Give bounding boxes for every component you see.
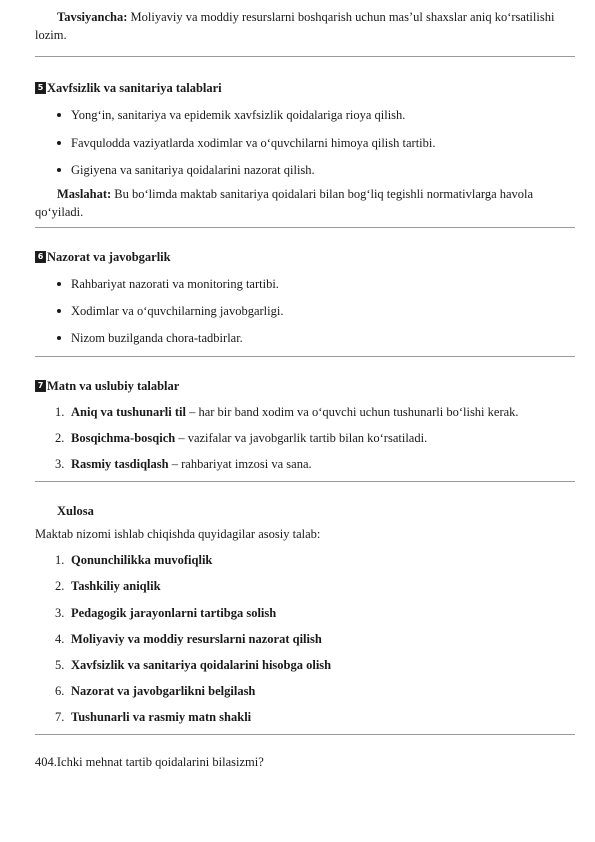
list-item-text: Gigiyena va sanitariya qoidalarini nazorat qilish. bbox=[71, 162, 315, 177]
list-item bbox=[35, 275, 575, 293]
bullet-icon bbox=[57, 309, 61, 313]
list-item bbox=[35, 161, 575, 179]
advice-label: Maslahat: bbox=[57, 186, 112, 201]
list-item bbox=[35, 708, 575, 726]
bullet-icon bbox=[57, 336, 61, 340]
list-item-term: Bosqichma-bosqich bbox=[71, 430, 176, 445]
divider bbox=[35, 481, 575, 482]
document-page bbox=[35, 8, 575, 771]
list-item-text: Pedagogik jarayonlarni tartibga solish bbox=[71, 605, 277, 620]
list-item-text: Nazorat va javobgarlikni belgilash bbox=[71, 683, 256, 698]
list-number: 3. bbox=[55, 605, 65, 620]
list-number: 7. bbox=[55, 710, 65, 724]
list-item-text: – rahbariyat imzosi va sana. bbox=[168, 456, 312, 471]
list-item bbox=[35, 656, 575, 674]
list-item-term: Aniq va tushunarli til bbox=[71, 404, 186, 419]
list-number: 5. bbox=[55, 657, 65, 672]
divider bbox=[35, 56, 575, 57]
list-item bbox=[35, 551, 575, 569]
summary-list bbox=[35, 551, 575, 726]
section-number-badge: 7 bbox=[35, 380, 46, 392]
list-item bbox=[35, 106, 575, 124]
list-item-text: Nizom buzilganda chora-tadbirlar. bbox=[71, 331, 243, 346]
section-title: Xavfsizlik va sanitariya talablari bbox=[47, 81, 222, 96]
list-item-text: Tashkiliy aniqlik bbox=[71, 579, 161, 594]
section-title: Matn va uslubiy talablar bbox=[47, 378, 180, 393]
section-5-list bbox=[35, 106, 575, 178]
bullet-icon bbox=[57, 113, 61, 117]
list-item-term: Rasmiy tasdiqlash bbox=[71, 456, 169, 471]
list-number: 2. bbox=[55, 579, 65, 594]
list-item bbox=[35, 403, 575, 421]
list-item-text: Xavfsizlik va sanitariya qoidalarini hisobga olish bbox=[71, 657, 332, 672]
list-item-text: – har bir band xodim va o‘quvchi uchun tushunarli bo‘lishi kerak. bbox=[185, 404, 519, 419]
section-number-badge: 6 bbox=[35, 251, 46, 263]
list-number: 2. bbox=[55, 430, 65, 445]
list-item bbox=[35, 302, 575, 320]
section-7-list bbox=[35, 403, 575, 473]
list-number: 4. bbox=[55, 631, 65, 646]
list-item bbox=[35, 134, 575, 152]
section-title: Nazorat va javobgarlik bbox=[47, 250, 171, 264]
section-7-heading bbox=[35, 377, 575, 395]
intro-label: Tavsiyancha: bbox=[57, 10, 128, 24]
list-item bbox=[35, 577, 575, 595]
intro-text: Moliyaviy va moddiy resurslarni boshqarish uchun mas’ul shaxslar aniq ko‘rsatilishi lozim. bbox=[35, 10, 555, 43]
list-number: 1. bbox=[55, 553, 65, 568]
divider bbox=[35, 734, 575, 735]
section-6-list bbox=[35, 275, 575, 347]
section-6-heading bbox=[35, 248, 575, 266]
list-item-text: Xodimlar va o‘quvchilarning javobgarligi. bbox=[71, 304, 284, 319]
divider bbox=[35, 356, 575, 357]
list-number: 6. bbox=[55, 683, 65, 698]
list-item bbox=[35, 429, 575, 447]
intro-paragraph bbox=[35, 8, 575, 44]
list-item-text: Tushunarli va rasmiy matn shakli bbox=[71, 710, 252, 724]
list-number: 3. bbox=[55, 456, 65, 471]
list-item-text: – vazifalar va javobgarlik tartib bilan ko‘rsatiladi. bbox=[175, 430, 428, 445]
advice-paragraph bbox=[35, 185, 575, 221]
section-number-badge: 5 bbox=[35, 82, 46, 94]
divider bbox=[35, 227, 575, 228]
bullet-icon bbox=[57, 141, 61, 145]
list-item bbox=[35, 455, 575, 473]
list-item bbox=[35, 630, 575, 648]
summary-title: Xulosa bbox=[57, 504, 94, 518]
list-item-text: Favqulodda vaziyatlarda xodimlar va o‘quvchilarni himoya qilish tartibi. bbox=[71, 135, 436, 150]
list-item bbox=[35, 682, 575, 700]
question-text: 404.Ichki mehnat tartib qoidalarini bilasizmi? bbox=[35, 755, 264, 770]
bullet-icon bbox=[57, 282, 61, 286]
list-item-text: Yong‘in, sanitariya va epidemik xavfsizlik qoidalariga rioya qilish. bbox=[71, 108, 406, 123]
summary-lead: Maktab nizomi ishlab chiqishda quyidagilar asosiy talab: bbox=[35, 527, 321, 542]
list-item bbox=[35, 329, 575, 347]
section-5-heading bbox=[35, 79, 575, 97]
list-item-text: Qonunchilikka muvofiqlik bbox=[71, 553, 213, 568]
list-item-text: Moliyaviy va moddiy resurslarni nazorat qilish bbox=[71, 631, 322, 646]
advice-text: Bu bo‘limda maktab sanitariya qoidalari bilan bog‘liq tegishli normativlarga havola qo‘yiladi. bbox=[35, 186, 534, 219]
list-item-text: Rahbariyat nazorati va monitoring tartibi. bbox=[71, 277, 279, 292]
list-number: 1. bbox=[55, 404, 65, 419]
bullet-icon bbox=[57, 168, 61, 172]
list-item bbox=[35, 604, 575, 622]
